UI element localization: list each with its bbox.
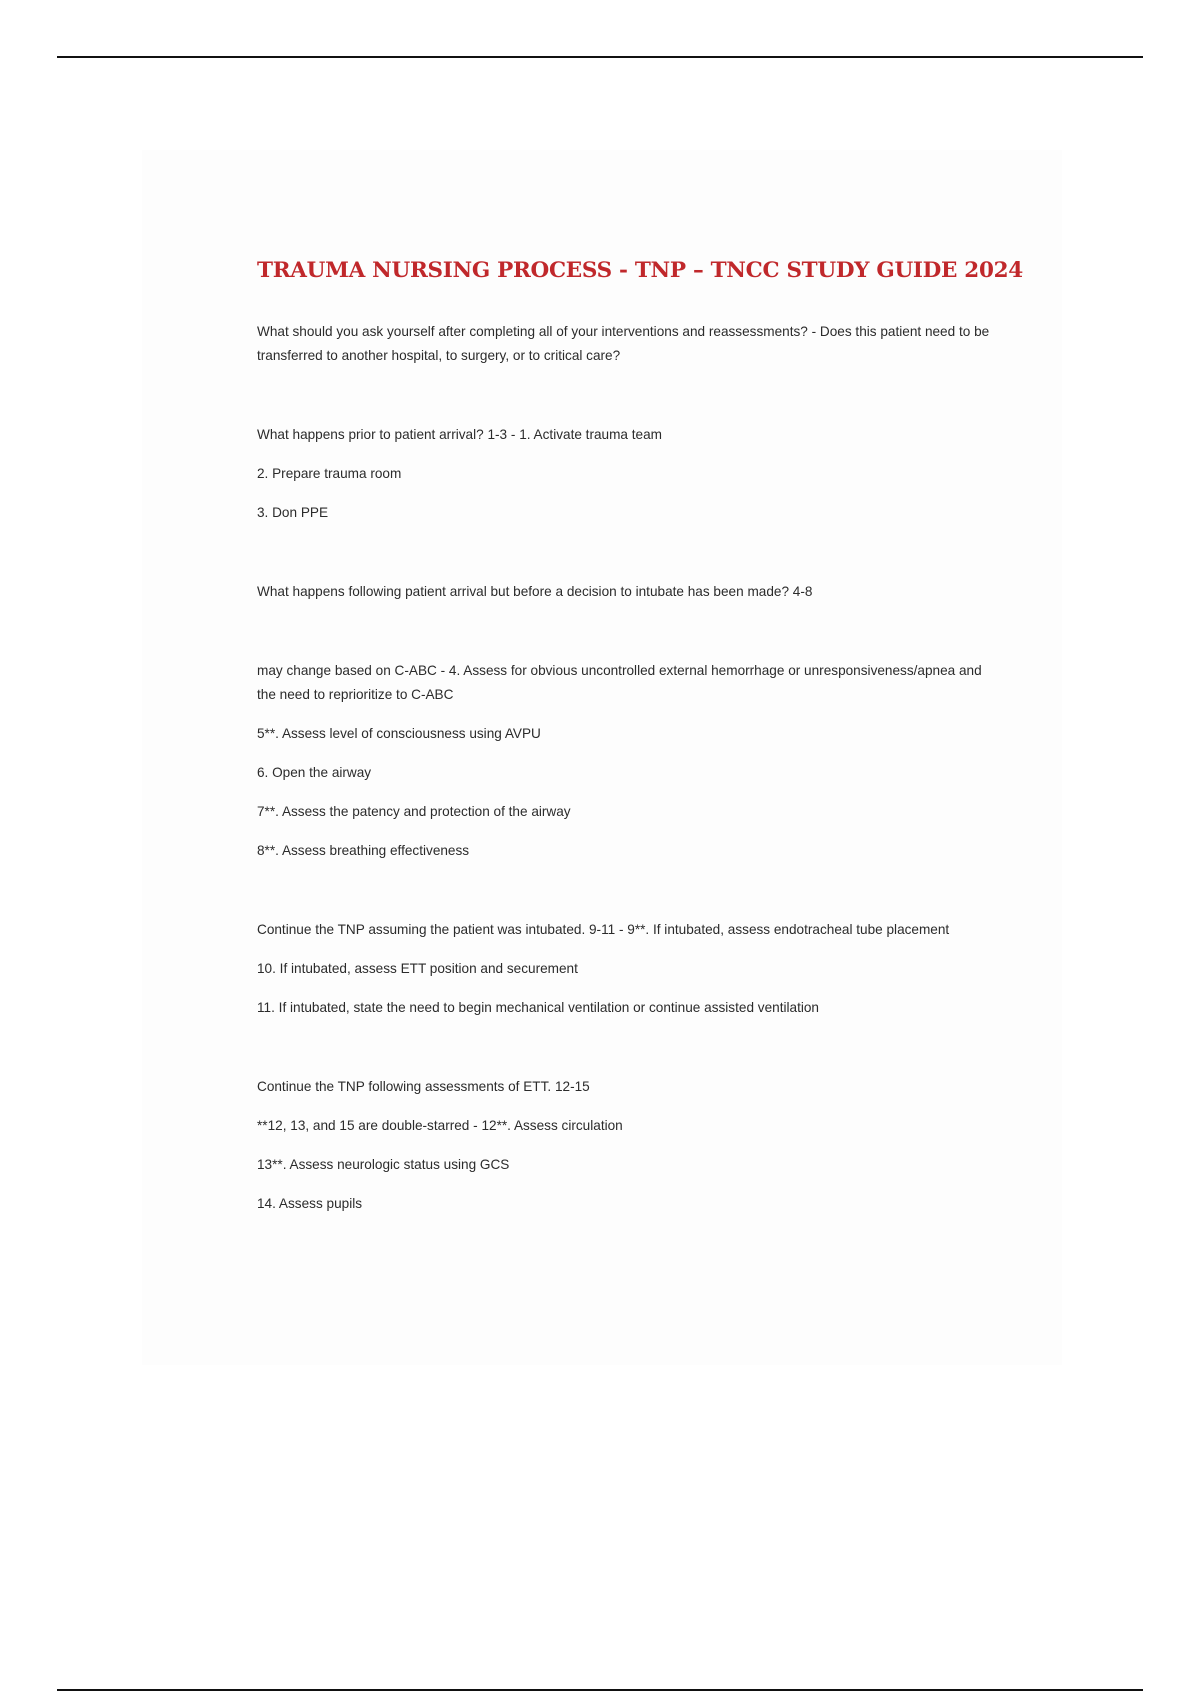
bottom-rule — [57, 1689, 1143, 1691]
paragraph: What should you ask yourself after completing all of your interventions and reassessments? - Does this patient need to be transferred to another hospital, to surgery, or to critical care? — [257, 324, 990, 363]
paragraph: **12, 13, and 15 are double-starred - 12**. Assess circulation — [257, 1118, 623, 1133]
paragraph: 5**. Assess level of consciousness using AVPU — [257, 726, 541, 741]
document-content — [257, 255, 1023, 1216]
paragraph: 3. Don PPE — [257, 505, 329, 520]
top-rule — [57, 56, 1143, 58]
paragraph: 13**. Assess neurologic status using GCS — [257, 1157, 510, 1172]
paragraph: What happens prior to patient arrival? 1-3 - 1. Activate trauma team — [257, 427, 662, 442]
paragraph: Continue the TNP following assessments of ETT. 12-15 — [257, 1079, 590, 1094]
paragraph: 10. If intubated, assess ETT position and securement — [257, 961, 578, 976]
paragraph: 14. Assess pupils — [257, 1196, 363, 1211]
paragraph: 2. Prepare trauma room — [257, 466, 402, 481]
paragraph: may change based on C-ABC - 4. Assess for obvious uncontrolled external hemorrhage or unresponsiveness/apnea and the need to reprioritize to C-ABC — [257, 663, 982, 702]
paragraph: 8**. Assess breathing effectiveness — [257, 843, 470, 858]
paragraph: 11. If intubated, state the need to begin mechanical ventilation or continue assisted ventilation — [257, 1000, 819, 1015]
paragraph: 7**. Assess the patency and protection of the airway — [257, 804, 571, 819]
paragraph: Continue the TNP assuming the patient was intubated. 9-11 - 9**. If intubated, assess endotracheal tube placement — [257, 922, 950, 937]
paragraph: What happens following patient arrival but before a decision to intubate has been made? 4-8 — [257, 584, 813, 599]
document-title: TRAUMA NURSING PROCESS - TNP – TNCC STUDY GUIDE 2024 — [257, 258, 1023, 283]
paragraph: 6. Open the airway — [257, 765, 372, 780]
